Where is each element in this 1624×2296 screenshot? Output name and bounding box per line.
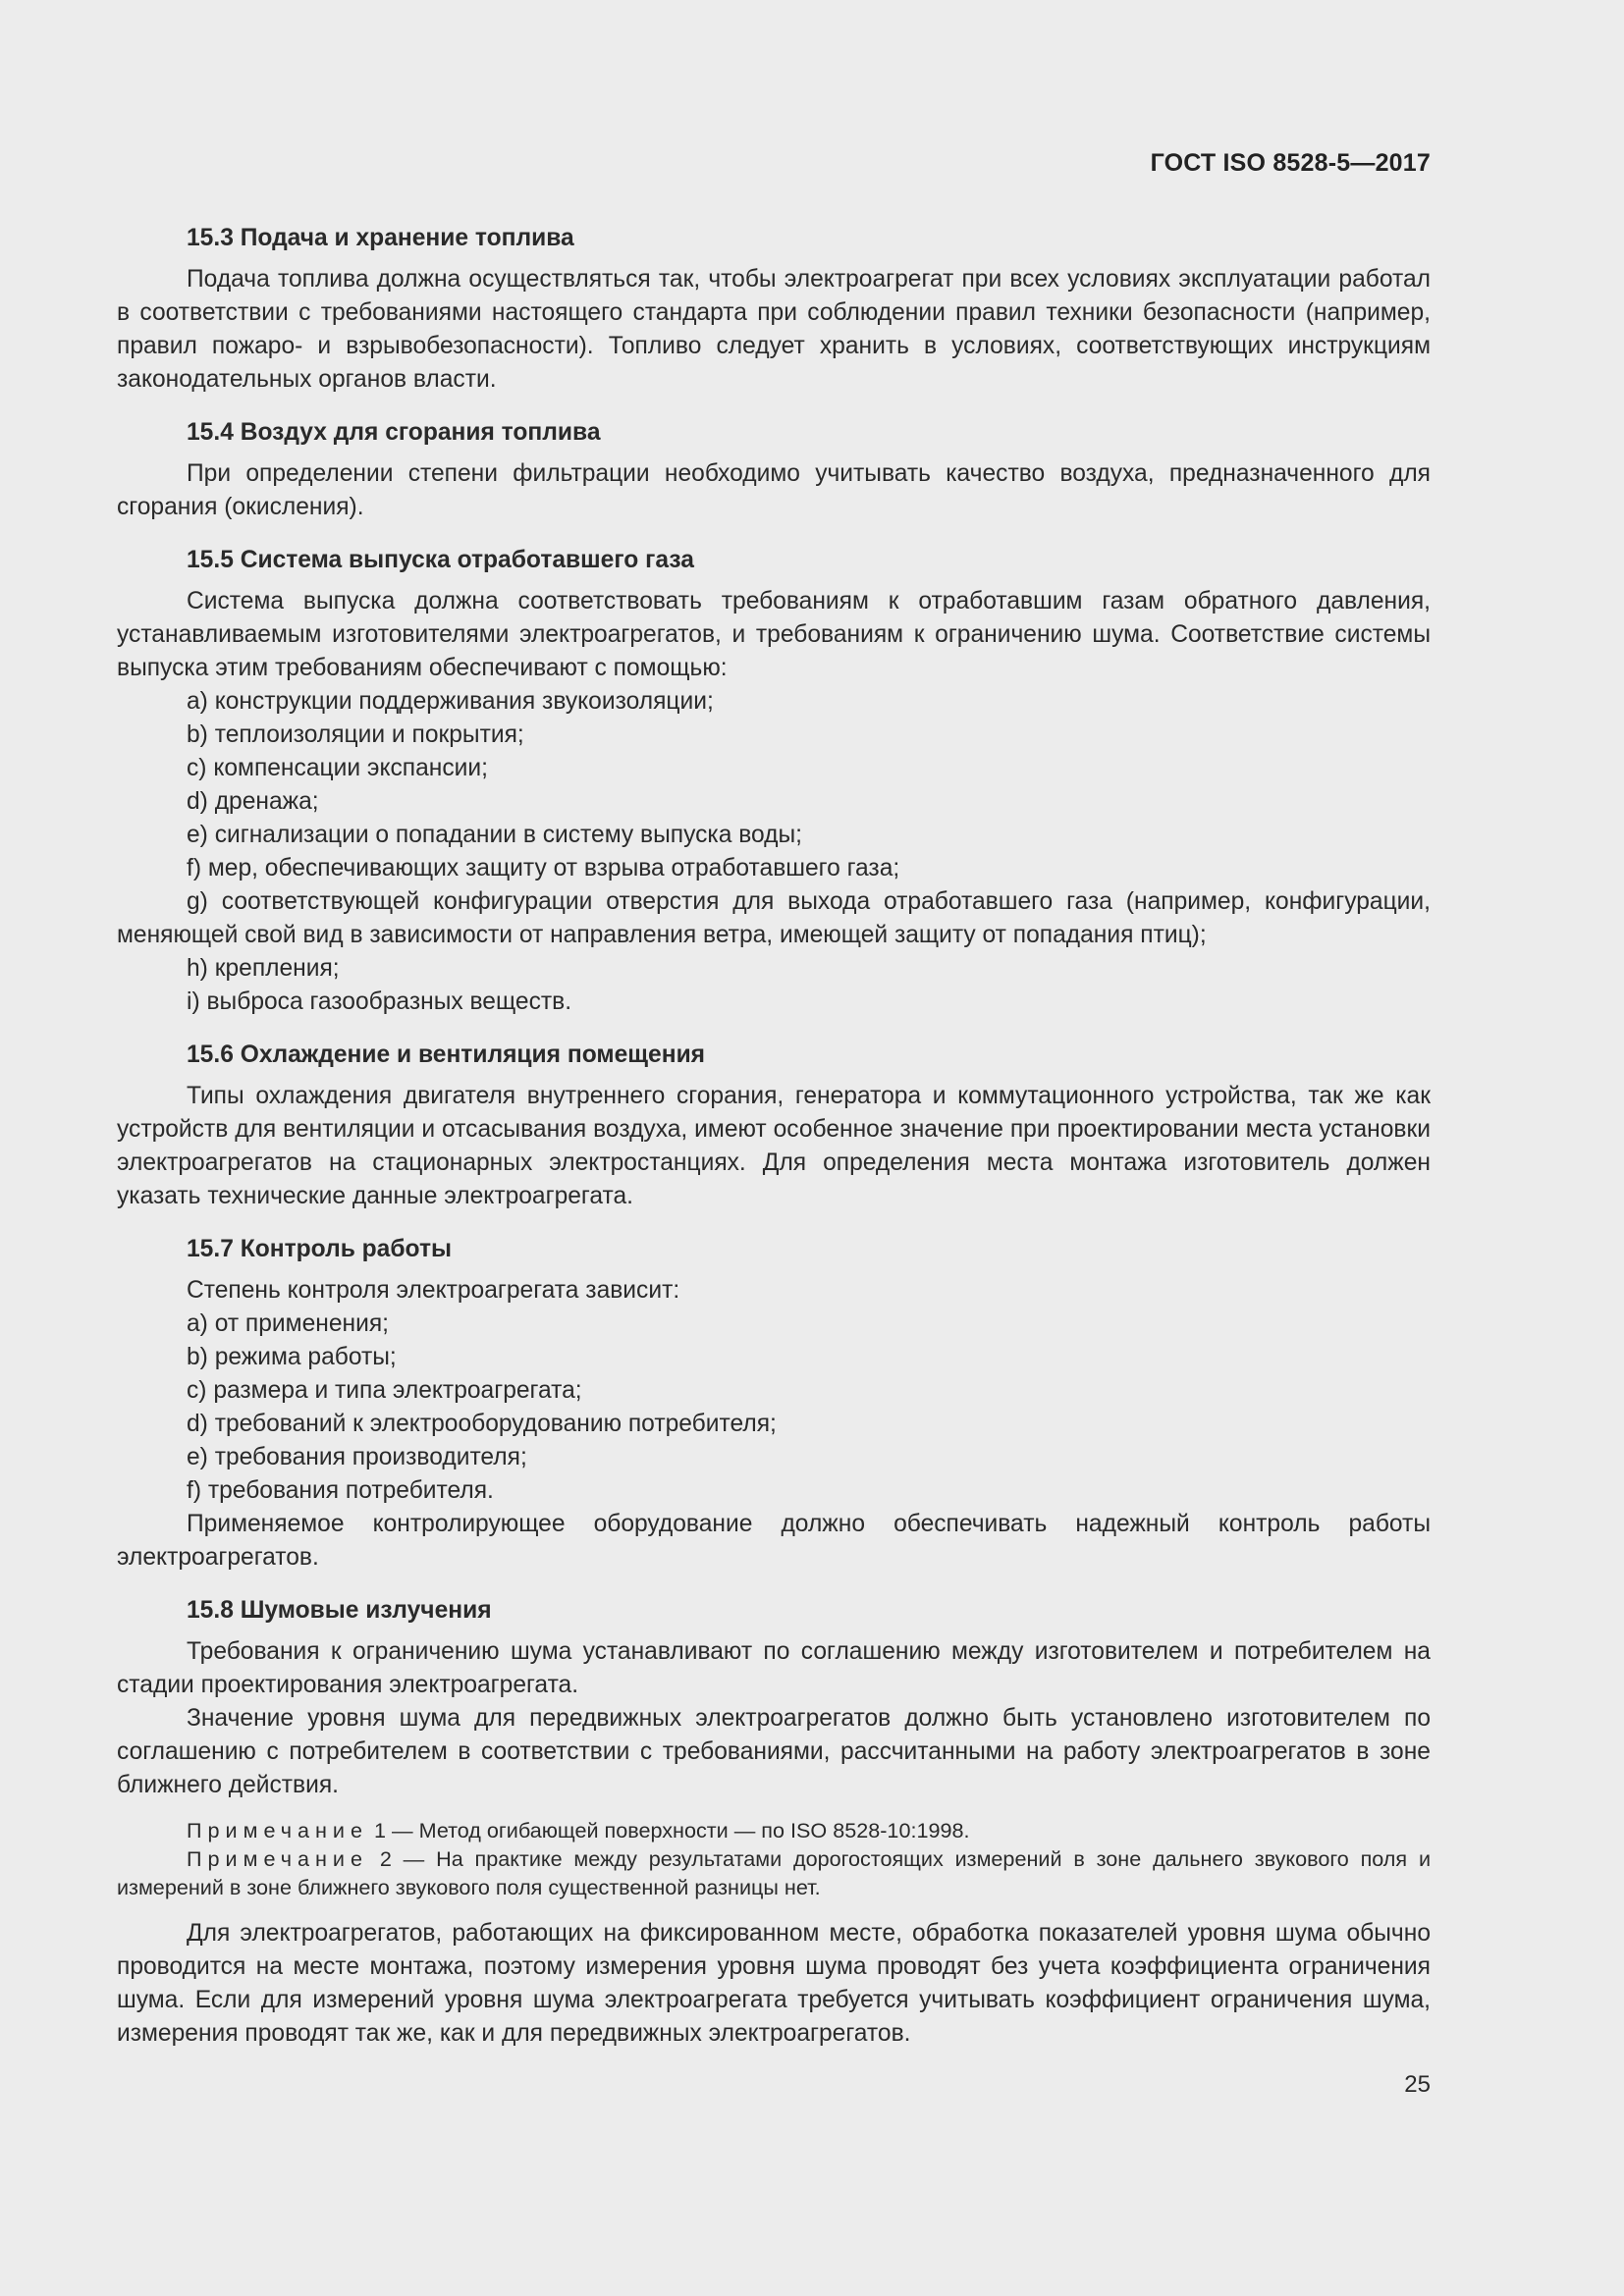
section-title: 15.3 Подача и хранение топлива (187, 225, 574, 251)
list-item: g) соответствующей конфигурации отверстия для выхода отработавшего газа (например, конфигурации, меняющей свой вид в зависимости от направления ветра, имеющей защиту от попадания птиц); (117, 888, 1431, 948)
section-title: 15.7 Контроль работы (187, 1236, 452, 1262)
section-title: 15.5 Система выпуска отработавшего газа (187, 547, 694, 573)
list-item: f) мер, обеспечивающих защиту от взрыва отработавшего газа; (187, 855, 900, 881)
section-title: 15.4 Воздух для сгорания топлива (187, 419, 601, 446)
notes-block (117, 1816, 1431, 1901)
list-item: e) сигнализации о попадании в систему выпуска воды; (187, 822, 803, 848)
paragraph: Степень контроля электроагрегата зависит: (187, 1277, 680, 1304)
list-item: e) требования производителя; (187, 1444, 527, 1470)
list-item: d) требований к электрооборудованию потребителя; (187, 1411, 777, 1437)
paragraph: Применяемое контролирующее оборудование должно обеспечивать надежный контроль работы электроагрегатов. (117, 1511, 1431, 1571)
list-item: c) компенсации экспансии; (187, 755, 488, 781)
list-item: i) выброса газообразных веществ. (187, 988, 572, 1015)
paragraph: Значение уровня шума для передвижных электроагрегатов должно быть установлено изготовителем по соглашению с потребителем в соответствии с требованиями, рассчитанными на работу электроагрегатов в зоне ближнего действия. (117, 1705, 1431, 1798)
section-15-4 (117, 416, 1431, 524)
list-item: a) от применения; (187, 1310, 389, 1337)
page-number: 25 (1404, 2071, 1431, 2098)
note-1 (117, 1816, 1431, 1844)
list-item: c) размера и типа электроагрегата; (187, 1377, 582, 1404)
note-2 (117, 1844, 1431, 1901)
section-15-5 (117, 544, 1431, 1019)
paragraph: Система выпуска должна соответствовать требованиям к отработавшим газам обратного давления, устанавливаемым изготовителями электроагрегатов, и требованиям к ограничению шума. Соответствие системы выпуска этим требованиям обеспечивают с помощью: (117, 588, 1431, 681)
section-15-3 (117, 222, 1431, 397)
note-text: 1 — Метод огибающей поверхности — по ISO 8528-10:1998. (368, 1818, 970, 1842)
document-header: ГОСТ ISO 8528-5—2017 (1150, 149, 1431, 177)
section-title: 15.6 Охлаждение и вентиляция помещения (187, 1041, 706, 1068)
list-item: b) режима работы; (187, 1344, 397, 1370)
list-item: f) требования потребителя. (187, 1477, 494, 1504)
paragraph: Требования к ограничению шума устанавливают по соглашению между изготовителем и потребителем на стадии проектирования электроагрегата. (117, 1638, 1431, 1698)
note-text: 2 — На практике между результатами дорогостоящих измерений в зоне дальнего звукового поля и измерений в зоне ближнего звукового поля существенной разницы нет. (117, 1846, 1431, 1899)
document-content (117, 222, 1431, 2070)
list-item: d) дренажа; (187, 788, 319, 815)
paragraph: Типы охлаждения двигателя внутреннего сгорания, генератора и коммутационного устройства, так же как устройств для вентиляции и отсасывания воздуха, имеют особенное значение при проектировании места установки электроагрегатов на стационарных электростанциях. Для определения места монтажа изготовитель должен указать технические данные электроагрегата. (117, 1083, 1431, 1209)
list-item: h) крепления; (187, 955, 340, 982)
list-item: a) конструкции поддерживания звукоизоляции; (187, 688, 714, 715)
list-item: b) теплоизоляции и покрытия; (187, 721, 524, 748)
section-15-6 (117, 1039, 1431, 1213)
section-15-8 (117, 1594, 1431, 2051)
note-label: Примечание (187, 1846, 368, 1871)
note-label: Примечание (187, 1818, 368, 1842)
section-15-7 (117, 1233, 1431, 1575)
paragraph: Для электроагрегатов, работающих на фиксированном месте, обработка показателей уровня шума обычно проводится на месте монтажа, поэтому измерения уровня шума проводят без учета коэффициента ограничения шума. Если для измерений уровня шума электроагрегата требуется учитывать коэффициент ограничения шума, измерения проводят так же, как и для передвижных электроагрегатов. (117, 1920, 1431, 2047)
paragraph: Подача топлива должна осуществляться так, чтобы электроагрегат при всех условиях эксплуатации работал в соответствии с требованиями настоящего стандарта при соблюдении правил техники безопасности (например, правил пожаро- и взрывобезопасности). Топливо следует хранить в условиях, соответствующих инструкциям законодательных органов власти. (117, 266, 1431, 393)
section-title: 15.8 Шумовые излучения (187, 1597, 492, 1624)
paragraph: При определении степени фильтрации необходимо учитывать качество воздуха, предназначенного для сгорания (окисления). (117, 460, 1431, 520)
